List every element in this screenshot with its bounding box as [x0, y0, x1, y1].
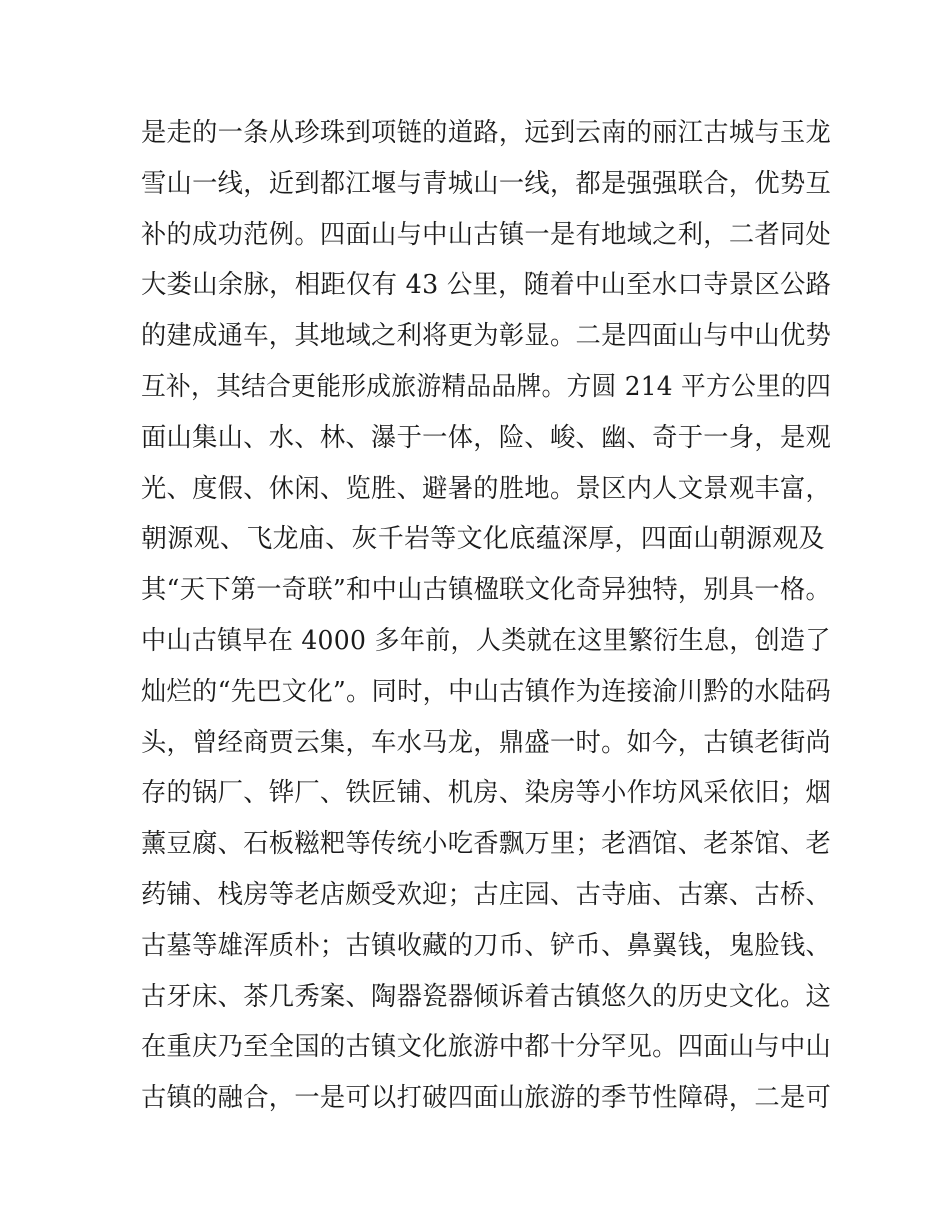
text-line: 其“天下第一奇联”和中山古镇楹联文化奇异独特，别具一格。: [141, 575, 831, 606]
text-line: 头，曾经商贾云集，车水马龙，鼎盛一时。如今，古镇老街尚: [141, 727, 832, 758]
text-line: 薰豆腐、石板糍粑等传统小吃香飘万里；老酒馆、老茶馆、老: [141, 829, 832, 860]
body-paragraph: [141, 108, 831, 1124]
text-line: 存的锅厂、铧厂、铁匠铺、机房、染房等小作坊风采依旧；烟: [141, 778, 832, 809]
text-line: 灿烂的“先巴文化”。同时，中山古镇作为连接渝川黔的水陆码: [141, 676, 831, 707]
text-line: 古牙床、茶几秀案、陶器瓷器倾诉着古镇悠久的历史文化。这: [141, 981, 832, 1012]
text-line: 是走的一条从珍珠到项链的道路，远到云南的丽江古城与玉龙: [141, 118, 832, 148]
text-line: 光、度假、休闲、览胜、避暑的胜地。景区内人文景观丰富，: [141, 473, 832, 504]
text-line: 中山古镇早在 4000 多年前，人类就在这里繁衍生息，创造了: [141, 625, 831, 656]
text-line: 互补，其结合更能形成旅游精品品牌。方圆 214 平方公里的四: [141, 371, 832, 402]
text-line: 古墓等雄浑质朴；古镇收藏的刀币、铲币、鼻翼钱，鬼脸钱、: [141, 930, 832, 961]
text-line: 的建成通车，其地域之利将更为彰显。二是四面山与中山优势: [141, 321, 832, 352]
text-line: 大娄山余脉，相距仅有 43 公里，随着中山至水口寺景区公路: [141, 270, 832, 301]
text-line: 在重庆乃至全国的古镇文化旅游中都十分罕见。四面山与中山: [141, 1032, 832, 1063]
text-line: 补的成功范例。四面山与中山古镇一是有地域之利，二者同处: [141, 219, 832, 250]
text-line: 药铺、栈房等老店颇受欢迎；古庄园、古寺庙、古寨、古桥、: [141, 879, 832, 910]
text-line: 面山集山、水、林、瀑于一体，险、峻、幽、奇于一身，是观: [141, 422, 832, 453]
text-line: 古镇的融合，一是可以打破四面山旅游的季节性障碍，二是可: [141, 1083, 832, 1114]
text-line: 雪山一线，近到都江堰与青城山一线，都是强强联合，优势互: [141, 168, 832, 199]
text-line: 朝源观、飞龙庙、灰千岩等文化底蕴深厚，四面山朝源观及: [141, 524, 825, 555]
